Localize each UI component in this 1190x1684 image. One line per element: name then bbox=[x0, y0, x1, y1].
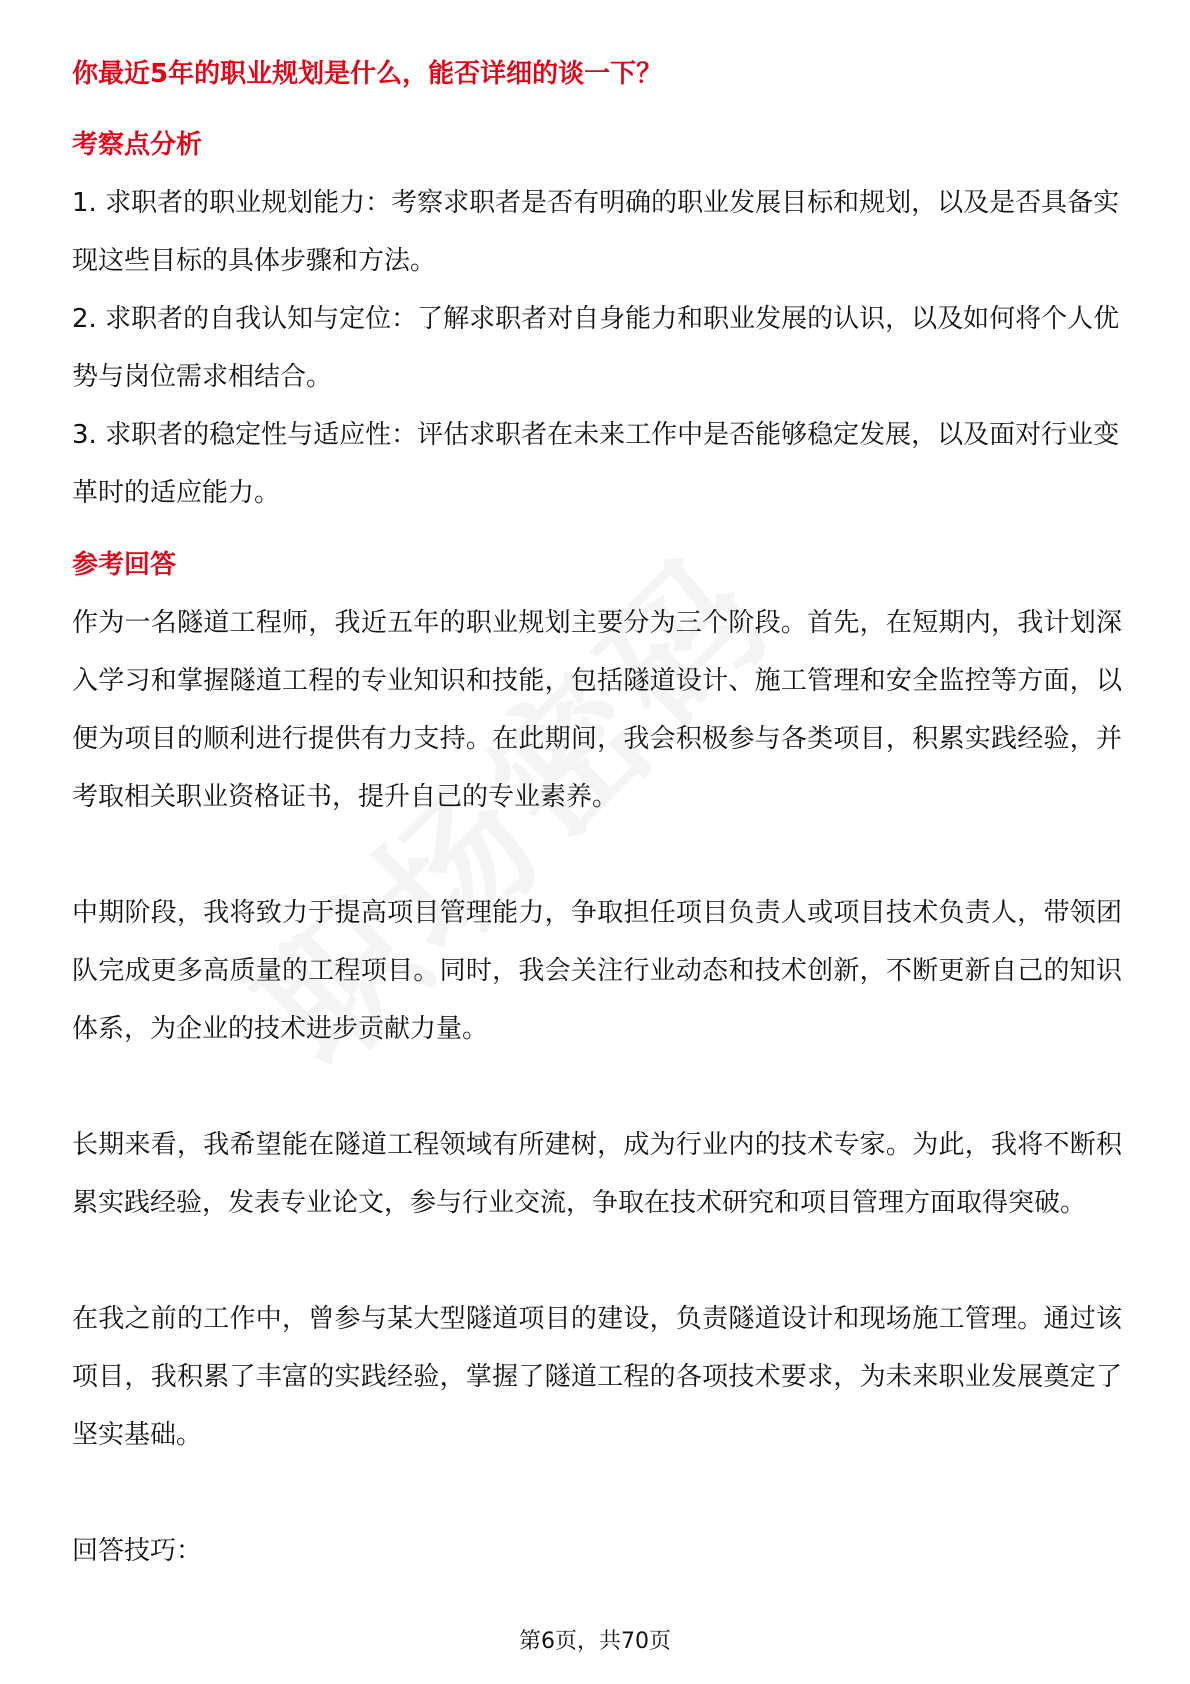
analysis-point: 3. 求职者的稳定性与适应性：评估求职者在未来工作中是否能够稳定发展，以及面对行业变革时的适应能力。 bbox=[72, 420, 1120, 508]
analysis-heading: 考察点分析 bbox=[72, 130, 203, 160]
answer-paragraph: 作为一名隧道工程师，我近五年的职业规划主要分为三个阶段。首先，在短期内，我计划深入学习和掌握隧道工程的专业知识和技能，包括隧道设计、施工管理和安全监控等方面，以便为项目的顺利进行提供有力支持。在此期间，我会积极参与各类项目，积累实践经验，并考取相关职业资格证书，提升自己的专业素养。 bbox=[72, 608, 1122, 812]
analysis-point: 2. 求职者的自我认知与定位：了解求职者对自身能力和职业发展的认识，以及如何将个人优势与岗位需求相结合。 bbox=[72, 304, 1120, 392]
answer-paragraph: 中期阶段，我将致力于提高项目管理能力，争取担任项目负责人或项目技术负责人，带领团队完成更多高质量的工程项目。同时，我会关注行业动态和技术创新，不断更新自己的知识体系，为企业的技术进步贡献力量。 bbox=[72, 898, 1122, 1044]
tips-label: 回答技巧： bbox=[72, 1536, 203, 1566]
answer-paragraph: 在我之前的工作中，曾参与某大型隧道项目的建设，负责隧道设计和现场施工管理。通过该项目，我积累了丰富的实践经验，掌握了隧道工程的各项技术要求，为未来职业发展奠定了坚实基础。 bbox=[72, 1304, 1122, 1450]
question-title: 你最近5年的职业规划是什么，能否详细的谈一下？ bbox=[72, 59, 663, 89]
analysis-point: 1. 求职者的职业规划能力：考察求职者是否有明确的职业发展目标和规划，以及是否具备实现这些目标的具体步骤和方法。 bbox=[72, 188, 1120, 276]
content bbox=[72, 46, 1122, 1580]
answer-heading: 参考回答 bbox=[72, 550, 177, 580]
answer-paragraph: 长期来看，我希望能在隧道工程领域有所建树，成为行业内的技术专家。为此，我将不断积累实践经验，发表专业论文，参与行业交流，争取在技术研究和项目管理方面取得突破。 bbox=[72, 1130, 1122, 1218]
page-number: 第6页，共70页 bbox=[519, 1629, 671, 1654]
